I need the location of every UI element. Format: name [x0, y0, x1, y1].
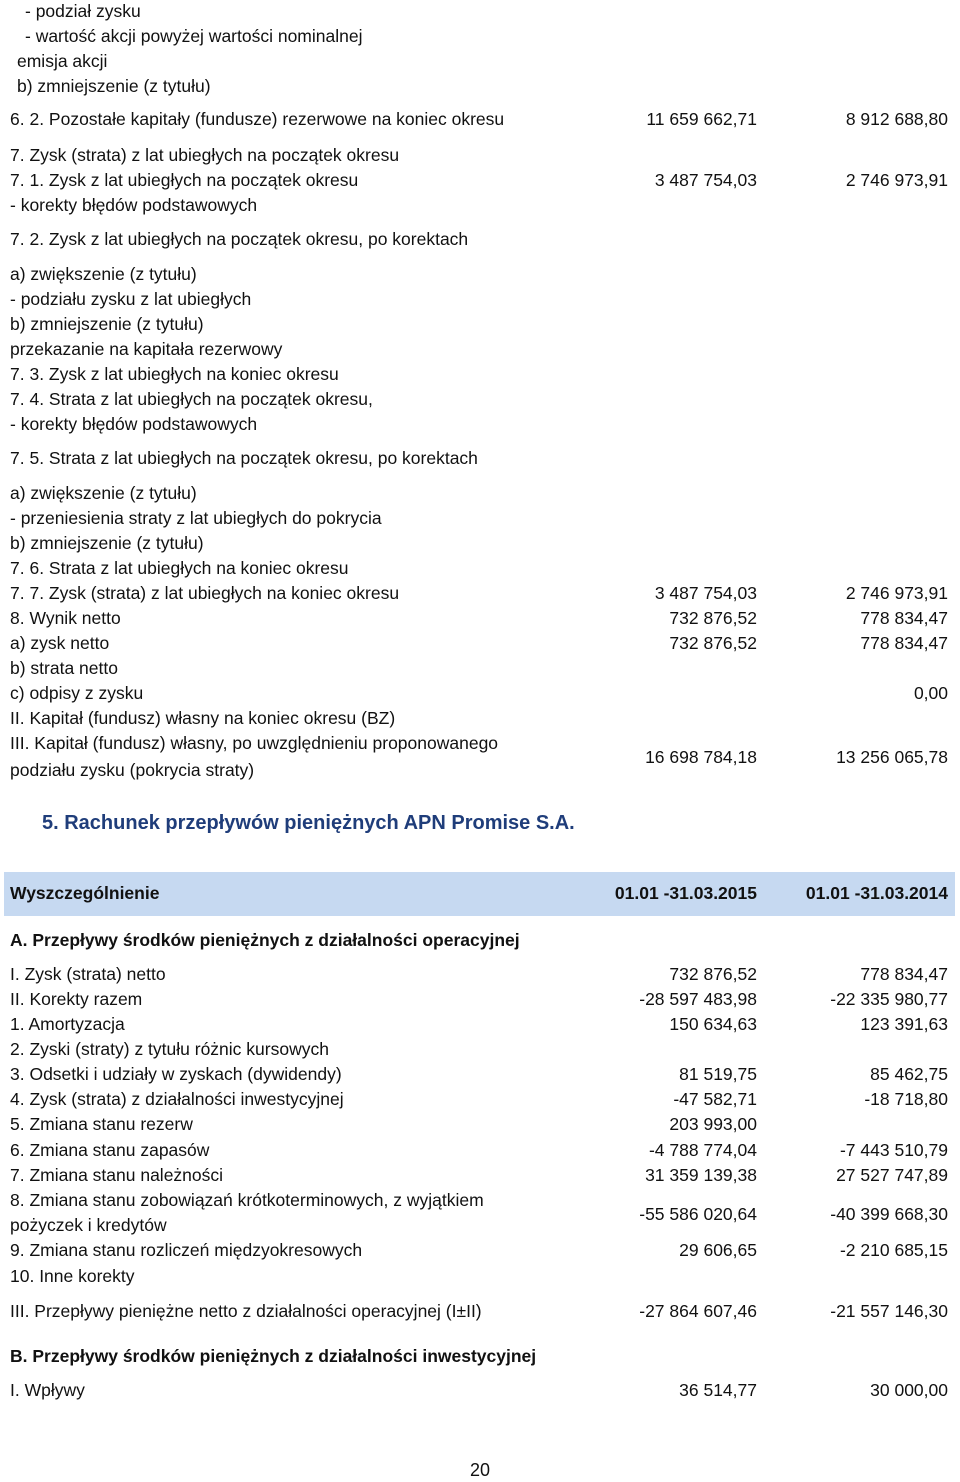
row-label: 7. 6. Strata z lat ubiegłych na koniec okresu	[10, 558, 349, 578]
value-2015: 150 634,63	[669, 1014, 757, 1034]
value-2014: -7 443 510,79	[839, 1140, 948, 1160]
value-2015: -27 864 607,46	[639, 1301, 757, 1321]
row-label: 10. Inne korekty	[10, 1266, 135, 1286]
value-2015: 203 993,00	[669, 1114, 757, 1134]
value-2014: 123 391,63	[860, 1014, 948, 1034]
row-label: b) zmniejszenie (z tytułu)	[10, 533, 204, 553]
value-2014: 0,00	[913, 683, 948, 703]
value-2015: 31 359 139,38	[645, 1165, 757, 1185]
row-label: III. Kapitał (fundusz) własny, po uwzględnieniu proponowanego	[10, 733, 499, 753]
value-2014: 2 746 973,91	[845, 583, 948, 603]
value-2015: 16 698 784,18	[645, 747, 757, 767]
row-label: a) zysk netto	[10, 633, 110, 653]
row-label: 8. Wynik netto	[10, 608, 121, 628]
value-2015: 81 519,75	[679, 1064, 757, 1084]
value-2014: 8 912 688,80	[845, 109, 948, 129]
row-label: 7. Zmiana stanu należności	[10, 1165, 224, 1185]
row-label: emisja akcji	[17, 51, 108, 71]
row-label: - podział zysku	[25, 1, 141, 21]
row-label: A. Przepływy środków pieniężnych z działalności operacyjnej	[10, 930, 520, 950]
row-label: 7. 4. Strata z lat ubiegłych na początek okresu,	[10, 389, 373, 409]
row-label: b) zmniejszenie (z tytułu)	[10, 314, 204, 334]
page-number: 20	[469, 1460, 491, 1480]
section-heading: 5. Rachunek przepływów pieniężnych APN Promise S.A.	[42, 812, 575, 834]
value-2015: 732 876,52	[669, 633, 757, 653]
value-2014: -18 718,80	[864, 1089, 948, 1109]
row-label: II. Kapitał (fundusz) własny na koniec okresu (BZ)	[10, 708, 396, 728]
row-label: I. Zysk (strata) netto	[10, 964, 166, 984]
value-2015: 732 876,52	[669, 608, 757, 628]
value-2015: 11 659 662,71	[646, 109, 757, 129]
row-label: b) zmniejszenie (z tytułu)	[17, 76, 211, 96]
value-2014: 30 000,00	[870, 1380, 948, 1400]
row-label: 7. Zysk (strata) z lat ubiegłych na początek okresu	[10, 145, 400, 165]
row-label: 7. 5. Strata z lat ubiegłych na początek okresu, po korektach	[10, 448, 478, 468]
row-label: 2. Zyski (straty) z tytułu różnic kursowych	[10, 1039, 329, 1059]
row-label: II. Korekty razem	[10, 989, 143, 1009]
value-2015: 3 487 754,03	[654, 170, 757, 190]
row-label: 7. 2. Zysk z lat ubiegłych na początek okresu, po korektach	[10, 229, 469, 249]
row-label: - korekty błędów podstawowych	[10, 414, 258, 434]
row-label: przekazanie na kapitała rezerwowy	[10, 339, 283, 359]
header-col-2014: 01.01 -31.03.2014	[805, 883, 948, 903]
value-2014: 13 256 065,78	[836, 747, 948, 767]
row-label: 7. 3. Zysk z lat ubiegłych na koniec okresu	[10, 364, 339, 384]
row-label: a) zwiększenie (z tytułu)	[10, 264, 197, 284]
row-label: podziału zysku (pokrycia straty)	[10, 760, 255, 780]
value-2014: 85 462,75	[870, 1064, 948, 1084]
header-label: Wyszczególnienie	[10, 883, 160, 903]
row-label: - korekty błędów podstawowych	[10, 195, 258, 215]
row-label: 7. 1. Zysk z lat ubiegłych na początek okresu	[10, 170, 359, 190]
row-label: pożyczek i kredytów	[10, 1215, 167, 1235]
row-label: 6. 2. Pozostałe kapitały (fundusze) rezerwowe na koniec okresu	[10, 109, 505, 129]
row-label: I. Wpływy	[10, 1380, 85, 1400]
row-label: III. Przepływy pieniężne netto z działalności operacyjnej (I±II)	[10, 1301, 482, 1321]
value-2015: 29 606,65	[679, 1240, 757, 1260]
row-label: 1. Amortyzacja	[10, 1014, 125, 1034]
value-2014: 27 527 747,89	[836, 1165, 948, 1185]
value-2015: -47 582,71	[673, 1089, 757, 1109]
row-label: a) zwiększenie (z tytułu)	[10, 483, 197, 503]
table-header	[4, 872, 955, 916]
row-label: 8. Zmiana stanu zobowiązań krótkoterminowych, z wyjątkiem	[10, 1190, 484, 1210]
value-2015: -4 788 774,04	[648, 1140, 757, 1160]
row-label: 7. 7. Zysk (strata) z lat ubiegłych na koniec okresu	[10, 583, 400, 603]
value-2015: 3 487 754,03	[654, 583, 757, 603]
value-2015: -28 597 483,98	[639, 989, 757, 1009]
row-label: 4. Zysk (strata) z działalności inwestycyjnej	[10, 1089, 344, 1109]
value-2014: -2 210 685,15	[839, 1240, 948, 1260]
row-label: b) strata netto	[10, 658, 118, 678]
value-2015: -55 586 020,64	[639, 1204, 757, 1224]
value-2014: -21 557 146,30	[830, 1301, 948, 1321]
header-col-2015: 01.01 -31.03.2015	[614, 883, 757, 903]
value-2014: 778 834,47	[860, 633, 948, 653]
row-label: - przeniesienia straty z lat ubiegłych do pokrycia	[10, 508, 382, 528]
value-2015: 36 514,77	[679, 1380, 757, 1400]
row-label: B. Przepływy środków pieniężnych z działalności inwestycyjnej	[10, 1346, 537, 1366]
row-label: 9. Zmiana stanu rozliczeń międzyokresowych	[10, 1240, 363, 1260]
row-label: 5. Zmiana stanu rezerw	[10, 1114, 193, 1134]
value-2015: 732 876,52	[669, 964, 757, 984]
value-2014: -40 399 668,30	[830, 1204, 948, 1224]
row-label: - wartość akcji powyżej wartości nominalnej	[25, 26, 363, 46]
value-2014: -22 335 980,77	[830, 989, 948, 1009]
value-2014: 778 834,47	[860, 608, 948, 628]
row-label: c) odpisy z zysku	[10, 683, 144, 703]
row-label: 6. Zmiana stanu zapasów	[10, 1140, 210, 1160]
value-2014: 778 834,47	[860, 964, 948, 984]
value-2014: 2 746 973,91	[845, 170, 948, 190]
row-label: - podziału zysku z lat ubiegłych	[10, 289, 252, 309]
row-label: 3. Odsetki i udziały w zyskach (dywidendy)	[10, 1064, 342, 1084]
